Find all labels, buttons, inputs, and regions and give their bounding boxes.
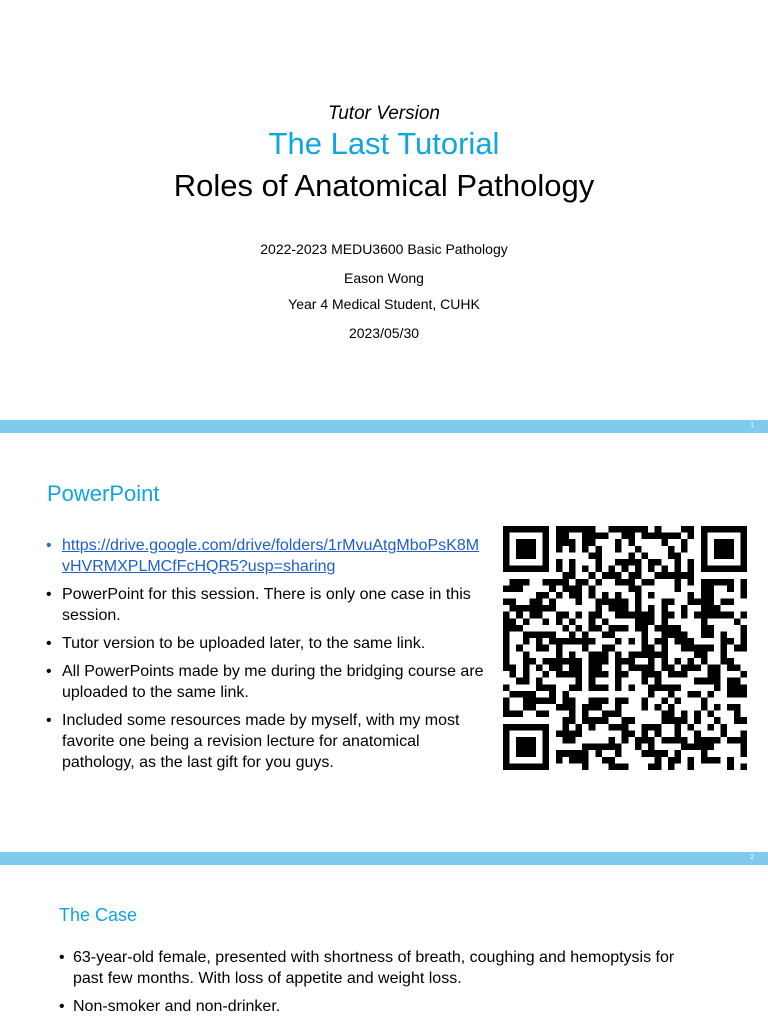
tutor-version-tag: Tutor Version: [328, 103, 440, 124]
slide-title: The Last Tutorial: [268, 126, 500, 161]
drive-link[interactable]: https://drive.google.com/drive/folders/1rMvuAtgMboPsK8MvHVRMXPLMCfFcHQR5?usp=sharing: [62, 537, 480, 575]
list-item: • Included some resources made by myself, with my most favorite one being a revision lecture for anatomical pathology, as the last gift for you guys.: [46, 710, 486, 773]
list-item: • Tutor version to be uploaded later, to the same link.: [46, 633, 486, 654]
course-name: 2022-2023 MEDU3600 Basic Pathology: [260, 241, 508, 257]
bullet-list: [59, 947, 679, 1024]
list-item: • Non-smoker and non-drinker.: [59, 996, 679, 1017]
bullet-list: [46, 535, 486, 780]
case-slide: [0, 866, 768, 1024]
qr-code-image: [503, 526, 747, 770]
slide-divider: [0, 420, 768, 433]
list-item: • All PowerPoints made by me during the bridging course are uploaded to the same link.: [46, 661, 486, 703]
list-item: [46, 535, 486, 577]
powerpoint-slide: [0, 433, 768, 852]
list-item: • PowerPoint for this session. There is only one case in this session.: [46, 584, 486, 626]
author-name: Eason Wong: [344, 270, 424, 286]
author-role: Year 4 Medical Student, CUHK: [288, 296, 480, 312]
slide-divider: [0, 852, 768, 865]
list-item: • 63-year-old female, presented with shortness of breath, coughing and hemoptysis for past few months. With loss of appetite and weight loss.: [59, 947, 679, 989]
slide-heading: PowerPoint: [47, 481, 160, 506]
presentation-date: 2023/05/30: [348, 325, 420, 341]
page-number: 1: [750, 422, 754, 429]
slide-heading: The Case: [59, 905, 138, 925]
title-slide: [0, 0, 768, 420]
page-number: 2: [750, 854, 754, 861]
slide-subtitle: Roles of Anatomical Pathology: [173, 168, 595, 203]
